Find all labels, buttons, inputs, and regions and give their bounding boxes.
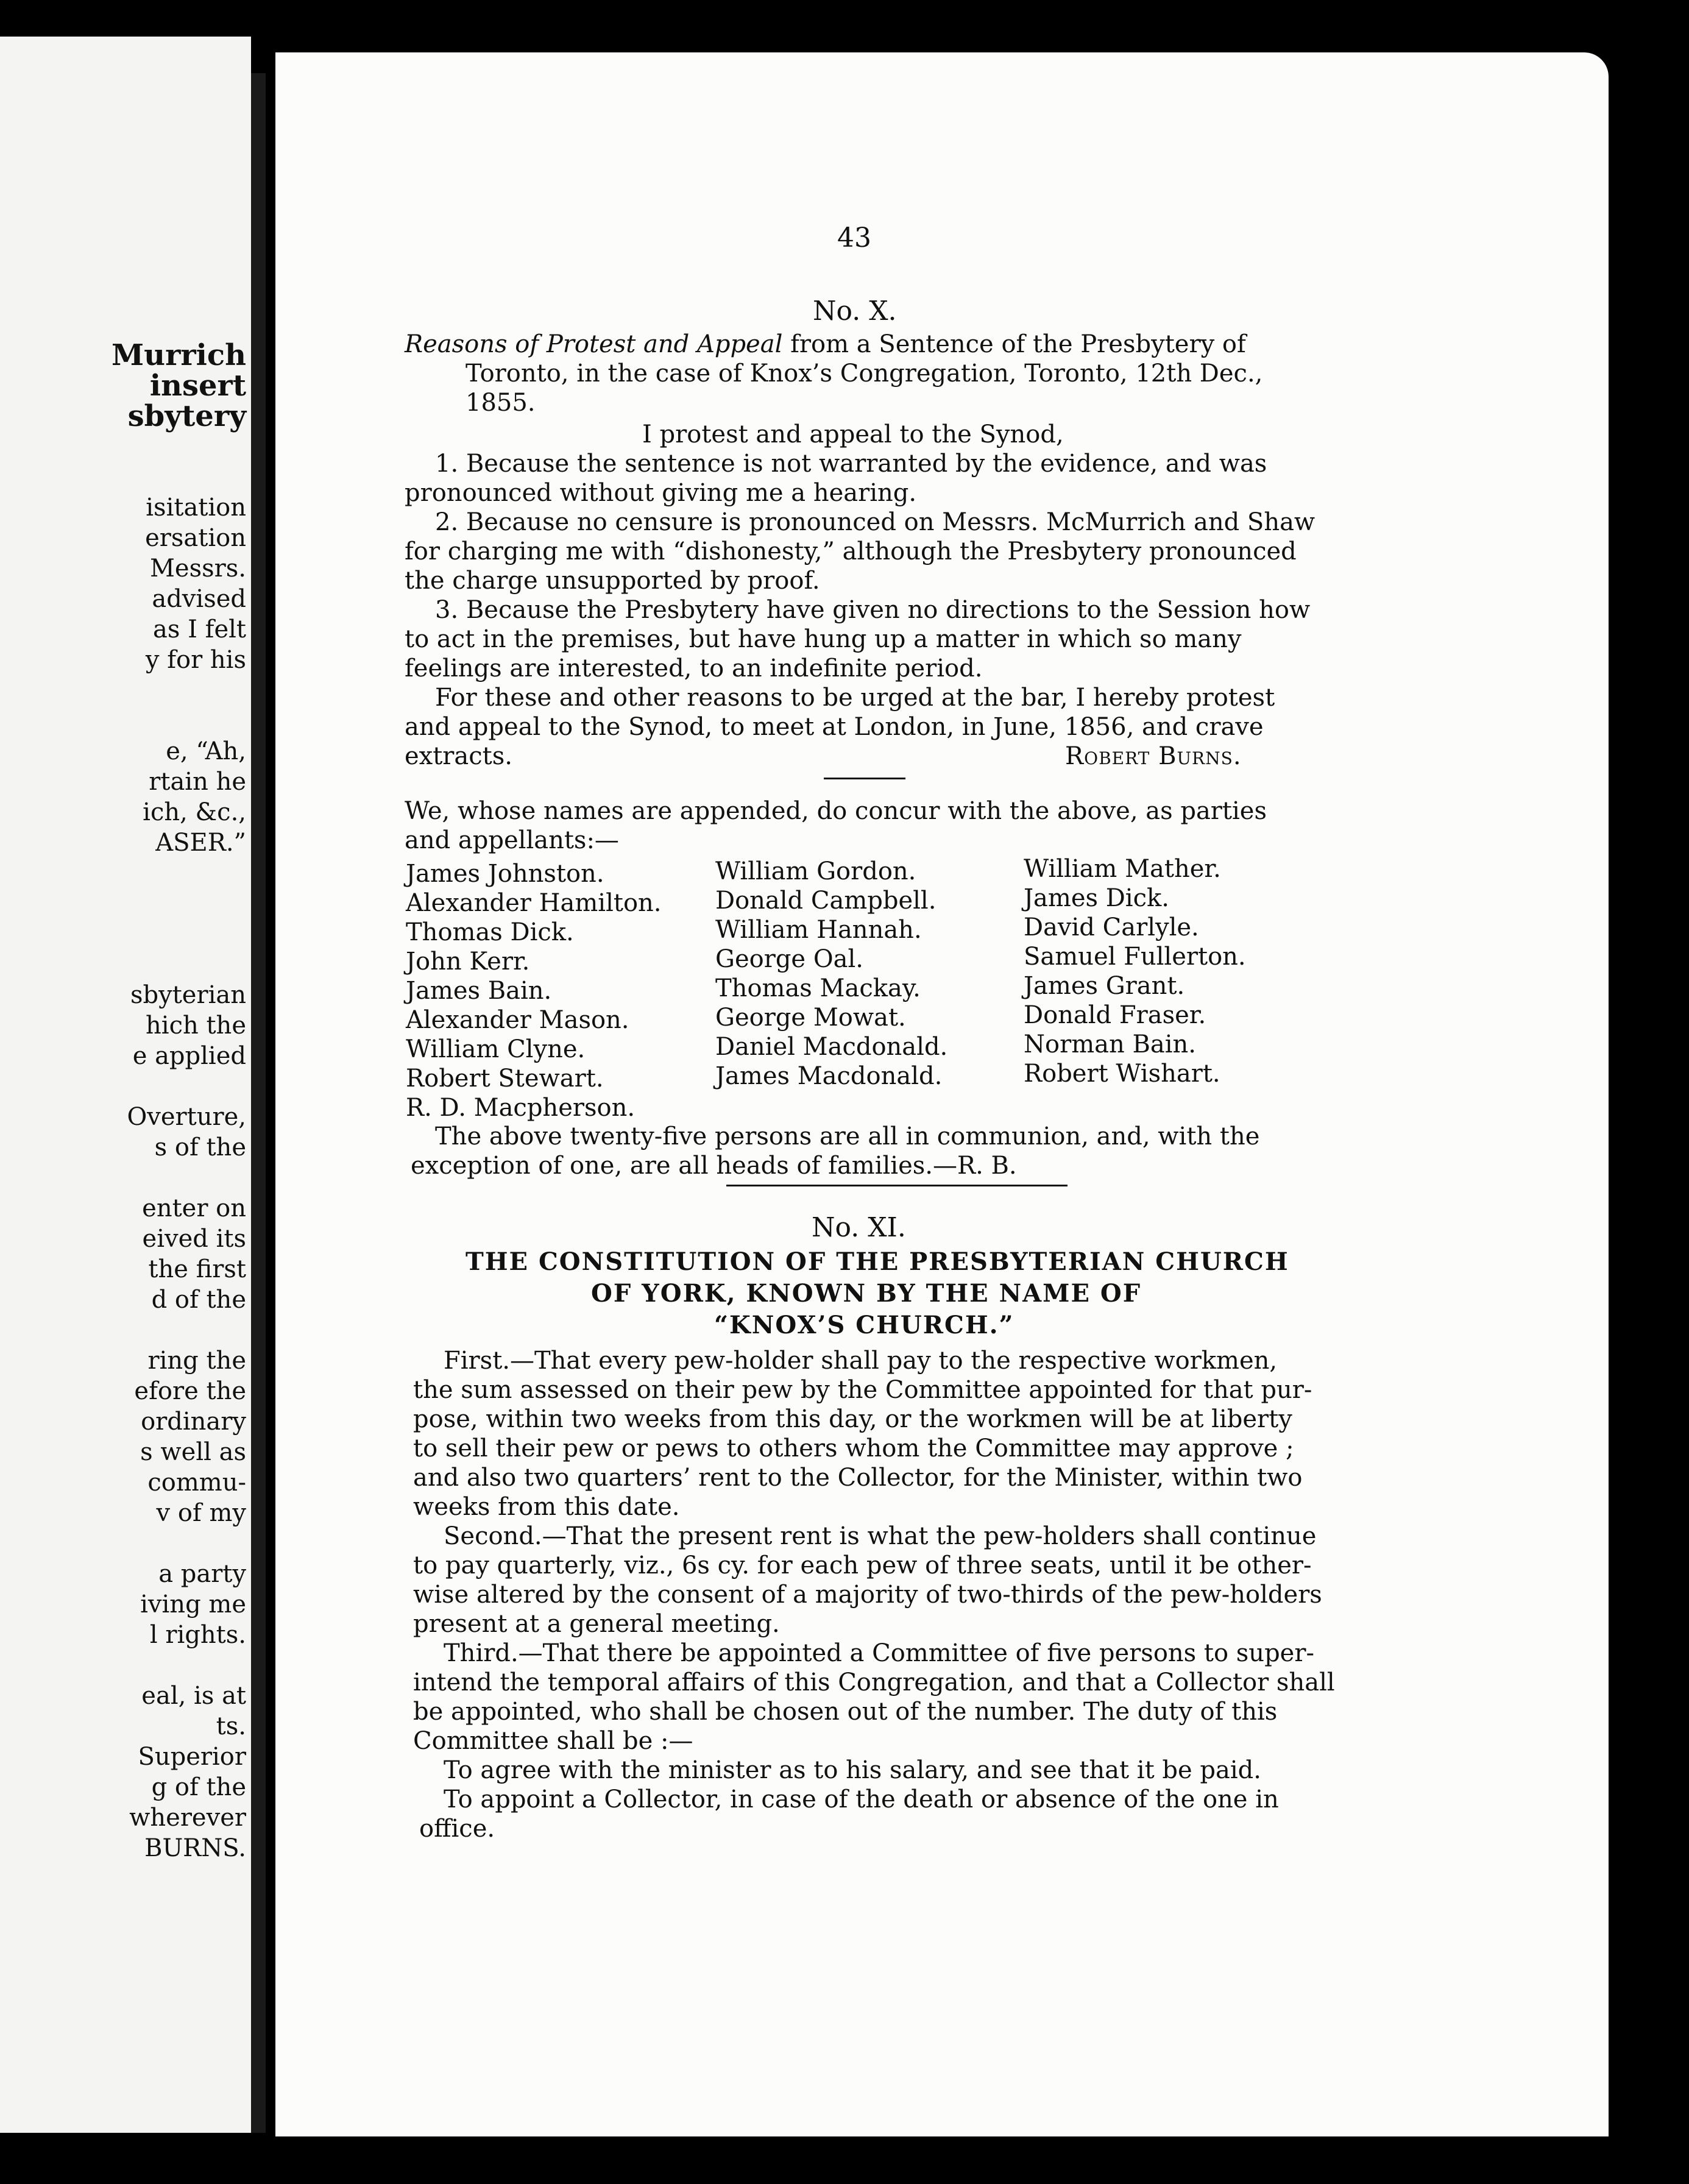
left-page-line: y for his [145, 646, 246, 674]
third-rule-line4: Committee shall be :— [413, 1727, 693, 1755]
appellant-name: James Grant. [1024, 972, 1185, 1000]
protest-opening: I protest and appeal to the Synod, [642, 420, 1064, 448]
left-page-line: the first [148, 1255, 246, 1283]
left-page-line: rtain he [149, 768, 246, 796]
left-page-line: sbyterian [130, 981, 246, 1009]
appellant-names-column-1 [406, 859, 662, 1122]
concur-line1: We, whose names are appended, do concur with the above, as parties [405, 797, 1267, 825]
left-page-line: ASER.” [155, 829, 246, 857]
closing-line3: extracts. [405, 742, 512, 770]
section-xi-heading-line3: “KNOX’S CHURCH.” [714, 1311, 1014, 1339]
appellant-name: Thomas Mackay. [715, 974, 921, 1002]
left-page-line: commu- [147, 1469, 246, 1497]
first-rule-line3: pose, within two weeks from this day, or the workmen will be at liberty [413, 1405, 1292, 1433]
appellant-name: George Oal. [715, 945, 863, 973]
first-rule-line5: and also two quarters’ rent to the Collector, for the Minister, within two [413, 1464, 1303, 1492]
left-page-line: Superior [138, 1743, 246, 1771]
section-x-number: No. X. [813, 296, 897, 327]
left-page-line: Murrich [112, 338, 246, 372]
duty-2-line1: To appoint a Collector, in case of the death or absence of the one in [444, 1785, 1279, 1814]
reason-1-line2: pronounced without giving me a hearing. [405, 479, 917, 507]
document-page [275, 52, 1609, 2136]
left-page-line: BURNS. [144, 1834, 246, 1862]
note-line2: exception of one, are all heads of families.—R. B. [411, 1152, 1017, 1180]
left-page-line: ersation [145, 524, 246, 552]
left-page-line: eived its [142, 1225, 246, 1253]
left-page-line: e, “Ah, [166, 737, 246, 765]
reason-3-line3: feelings are interested, to an indefinite period. [405, 654, 983, 682]
reason-3-line2: to act in the premises, but have hung up a matter in which so many [405, 625, 1242, 653]
page-number: 43 [837, 222, 871, 254]
concur-line2: and appellants:— [405, 826, 619, 854]
second-rule-line1: Second.—That the present rent is what the pew-holders shall continue [444, 1522, 1317, 1550]
divider-short [824, 778, 905, 779]
first-rule-line4: to sell their pew or pews to others whom the Committee may approve ; [413, 1434, 1294, 1462]
appellant-name: William Gordon. [715, 857, 916, 885]
duty-1: To agree with the minister as to his salary, and see that it be paid. [444, 1756, 1261, 1784]
appellant-name: Robert Wishart. [1024, 1060, 1220, 1088]
section-xi-heading-line2: OF YORK, KNOWN BY THE NAME OF [591, 1279, 1142, 1308]
reason-2-line1: 2. Because no censure is pronounced on Messrs. McMurrich and Shaw [435, 508, 1315, 536]
appellant-name: Donald Fraser. [1024, 1001, 1206, 1029]
appellant-name: Norman Bain. [1024, 1030, 1196, 1058]
appellant-name: William Hannah. [715, 916, 922, 944]
section-x-title-rest: from a Sentence of the Presbytery of [782, 330, 1246, 358]
left-page-line: s well as [140, 1438, 246, 1466]
left-page-line: Overture, [127, 1103, 246, 1131]
appellant-name: George Mowat. [715, 1004, 906, 1032]
appellant-name: Alexander Mason. [406, 1006, 629, 1034]
left-page-line: ts. [216, 1712, 246, 1740]
left-page-line: ich, &c., [143, 798, 246, 826]
book-gutter [251, 73, 266, 2133]
left-page-line: enter on [142, 1194, 246, 1222]
left-page-line: eal, is at [141, 1682, 246, 1710]
appellant-name: James Johnston. [406, 860, 604, 888]
reason-3-line1: 3. Because the Presbytery have given no directions to the Session how [435, 596, 1311, 624]
second-rule-line3: wise altered by the consent of a majority of two-thirds of the pew-holders [413, 1581, 1322, 1609]
left-page-line: ring the [147, 1347, 246, 1375]
left-page-line: s of the [154, 1133, 246, 1161]
left-page-line: wherever [129, 1804, 246, 1832]
third-rule-line2: intend the temporal affairs of this Congregation, and that a Collector shall [413, 1668, 1335, 1696]
third-rule-line3: be appointed, who shall be chosen out of the number. The duty of this [413, 1698, 1278, 1726]
appellant-name: James Bain. [406, 977, 552, 1005]
note-line1: The above twenty-five persons are all in communion, and, with the [435, 1122, 1260, 1150]
left-page-line: e applied [132, 1042, 246, 1070]
section-xi-number: No. XI. [812, 1212, 906, 1243]
section-x-title-line3: 1855. [466, 389, 536, 417]
appellant-name: R. D. Macpherson. [406, 1094, 636, 1122]
appellant-name: Alexander Hamilton. [406, 889, 662, 917]
closing-line2: and appeal to the Synod, to meet at London, in June, 1856, and crave [405, 713, 1264, 741]
second-rule-line2: to pay quarterly, viz., 6s cy. for each pew of three seats, until it be other- [413, 1551, 1312, 1580]
duty-2-line2: office. [419, 1815, 495, 1843]
left-page-line: a party [158, 1560, 246, 1588]
appellant-name: Samuel Fullerton. [1024, 943, 1246, 971]
left-facing-page [0, 37, 251, 2133]
reason-1-line1: 1. Because the sentence is not warranted by the evidence, and was [435, 450, 1267, 478]
section-x-title-italic: Reasons of Protest and Appeal [405, 330, 783, 358]
second-rule-line4: present at a general meeting. [413, 1610, 780, 1638]
left-page-line: l rights. [149, 1621, 246, 1649]
section-xi-heading-line1: THE CONSTITUTION OF THE PRESBYTERIAN CHURCH [466, 1247, 1289, 1276]
appellant-name: Robert Stewart. [406, 1065, 604, 1093]
appellant-name: David Carlyle. [1024, 913, 1199, 941]
third-rule-line1: Third.—That there be appointed a Committee of five persons to super- [444, 1639, 1314, 1667]
left-page-line: v of my [156, 1499, 246, 1527]
appellant-name: James Macdonald. [715, 1062, 943, 1090]
left-page-line: ordinary [141, 1408, 246, 1436]
reason-2-line3: the charge unsupported by proof. [405, 567, 820, 595]
appellant-name: William Mather. [1024, 855, 1221, 883]
first-rule-line1: First.—That every pew-holder shall pay to the respective workmen, [444, 1347, 1278, 1375]
appellant-name: William Clyne. [406, 1035, 586, 1063]
appellant-names-column-2 [715, 857, 947, 1091]
appellant-name: James Dick. [1024, 884, 1169, 912]
section-x-title-line1 [405, 330, 1246, 358]
appellant-name: Donald Campbell. [715, 887, 937, 915]
first-rule-line6: weeks from this date. [413, 1493, 680, 1521]
left-page-line: advised [152, 585, 246, 613]
left-page-line: d of the [151, 1286, 246, 1314]
first-rule-line2: the sum assessed on their pew by the Committee appointed for that pur- [413, 1376, 1312, 1404]
appellant-name: John Kerr. [406, 948, 530, 976]
left-page-line: g of the [151, 1773, 246, 1801]
appellant-name: Thomas Dick. [406, 918, 574, 946]
appellant-name: Daniel Macdonald. [715, 1033, 948, 1061]
left-page-line: Messrs. [149, 555, 246, 583]
section-x-title-line2: Toronto, in the case of Knox’s Congregation, Toronto, 12th Dec., [466, 360, 1263, 388]
reason-2-line2: for charging me with “dishonesty,” although the Presbytery pronounced [405, 537, 1297, 566]
appellant-names-column-3 [1024, 854, 1246, 1088]
left-page-line: efore the [134, 1377, 246, 1405]
left-page-line: insert [149, 369, 246, 403]
left-page-line: iving me [140, 1590, 246, 1618]
left-page-line: hich the [146, 1012, 246, 1040]
left-page-line: as I felt [153, 615, 246, 644]
left-page-line: isitation [146, 494, 246, 522]
left-page-line: sbytery [127, 399, 246, 433]
signature-robert-burns: Robert Burns. [1065, 742, 1242, 770]
closing-line1: For these and other reasons to be urged at the bar, I hereby protest [435, 684, 1275, 712]
divider-long [726, 1185, 1068, 1186]
